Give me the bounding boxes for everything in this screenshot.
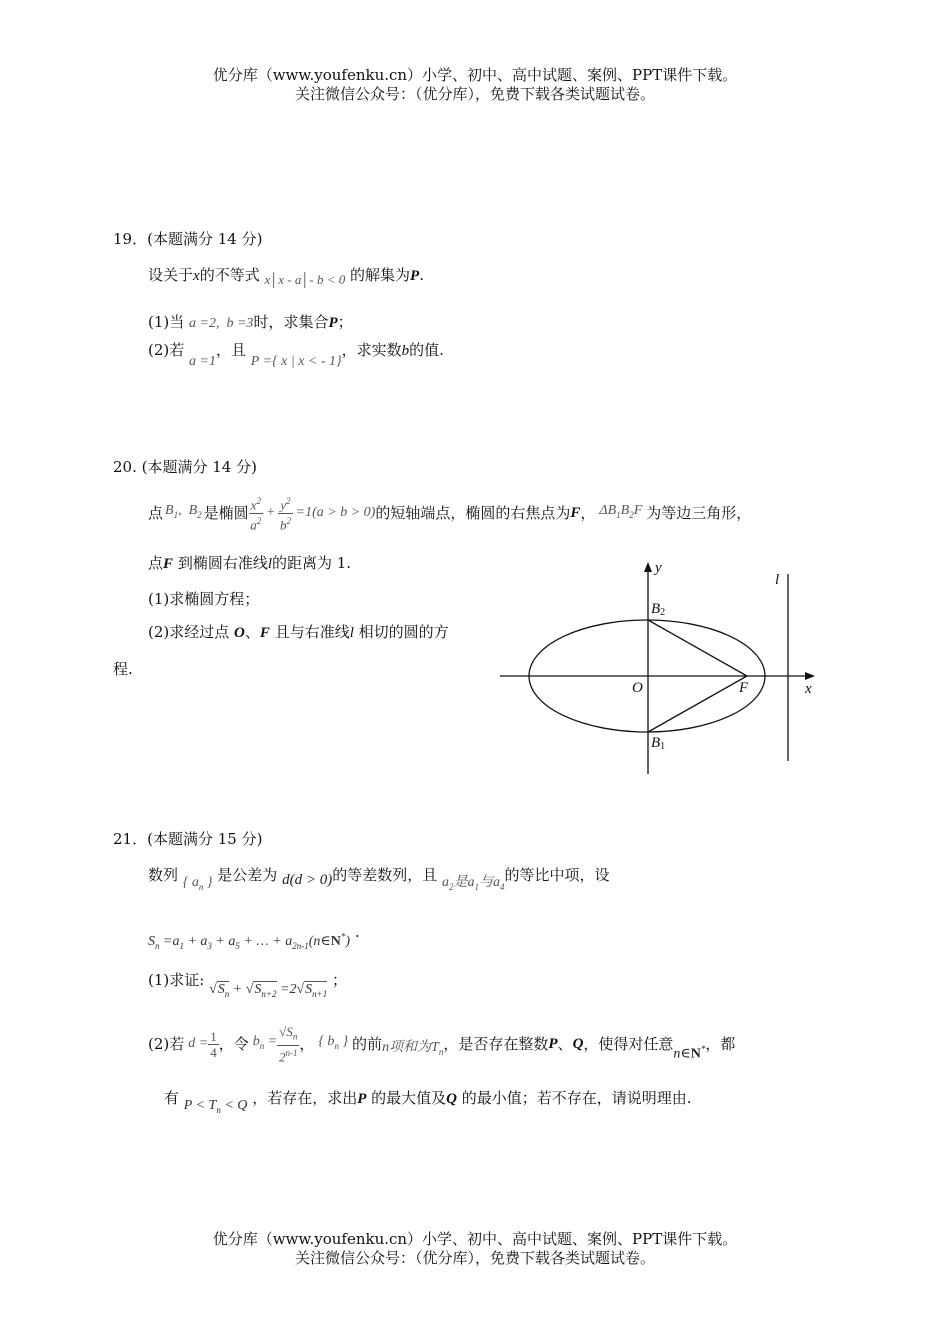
q20-part1: (1)求椭圆方程； — [148, 590, 260, 608]
q20-line1-text-b: 是椭圆 — [203, 504, 249, 522]
x-axis-label: x — [805, 681, 812, 697]
origin-label: O — [632, 680, 643, 696]
fraction-bn: $\frac{√S_n}{2^{n-1}}$ — [278, 1024, 298, 1064]
page-header-line1: 优分库（www.youfenku.cn）小学、初中、高中试题、案例、PPT课件下载。 — [212, 66, 738, 84]
page-header-line2: 关注微信公众号：（优分库），免费下载各类试题试卷。 — [294, 85, 655, 103]
q20-line1-text-e: 为等边三角形， — [646, 504, 752, 522]
q19-intro-text-c: 的解集为 — [350, 266, 411, 284]
b2-label: B2 — [651, 601, 666, 618]
q21-part2-text-f: ，使得对任意 — [583, 1035, 674, 1053]
q20-part2-cont: 程. — [113, 660, 133, 678]
q21-part1-text: (1)求证: — [148, 971, 205, 989]
page-footer-line1: 优分库（www.youfenku.cn）小学、初中、高中试题、案例、PPT课件下载。 — [212, 1230, 738, 1248]
q20-line2-text-c: 的距离为 1. — [272, 554, 352, 572]
q19-part1-text-b: 时，求集合 — [253, 313, 329, 331]
q20-line2-text-a: 点 — [148, 554, 164, 572]
q20-line1: 点 $B_1$, $B_2$ 是椭圆 $\frac{x^2}{a^2}$ + $\frac{y^2}{b^2}$ =1(a > b > 0) 的短轴端点，椭圆的右焦点为 F ， $\Delta B_1B_2F$ 为等边三角形， — [148, 496, 752, 532]
q21-title: 21．(本题满分 15 分) — [113, 830, 263, 848]
q19-part1: (1)当 a =2, b =3时，求集合P； — [148, 313, 353, 331]
focus-label: F — [739, 680, 749, 696]
q20-part2-text-a: (2)求经过点 — [148, 623, 230, 641]
q21-last-text-b: ，若存在，求出 — [252, 1089, 358, 1107]
q21-last-line: 有 $P < T_n < Q$ ，若存在，求出P 的最大值及Q 的最小值；若不存在，请说明理由. — [164, 1089, 692, 1115]
q21-line1-text-d: 的等比中项，设 — [504, 866, 610, 884]
q19-part2-text-b: ，且 — [215, 341, 246, 359]
q20-part2: (2)求经过点 O、F 且与右准线l 相切的圆的方 — [148, 623, 449, 641]
q20-part2-text-c: 相切的圆的方 — [358, 623, 449, 641]
q19-inequality: x│x - a│- b < 0 — [264, 272, 346, 287]
ellipse-x-term: $\frac{x^2}{a^2}$ — [250, 496, 262, 532]
q19-intro-text-a: 设关于 — [148, 266, 194, 284]
q21-last-text-a: 有 — [164, 1089, 180, 1107]
directrix-label: l — [775, 572, 780, 588]
x-axis-arrow-icon — [805, 672, 815, 680]
q19-part2: (2)若 a =1，且 P ={ x | x < - 1}，求实数b的值. — [148, 341, 444, 369]
q21-last-text-d: 的最小值；若不存在，请说明理由. — [461, 1089, 692, 1107]
q21-part2-text-g: ，都 — [705, 1035, 736, 1053]
q20-line1-text-c: 的短轴端点，椭圆的右焦点为 — [375, 504, 571, 522]
ellipse-diagram — [495, 556, 825, 776]
q21-part2-text-b: ，令 — [218, 1035, 249, 1053]
q21-last-text-c: 的最大值及 — [371, 1089, 447, 1107]
q21-part2-text-a: (2)若 — [148, 1035, 185, 1053]
y-axis-label: y — [655, 560, 662, 576]
q20-part2-text-b: 且与右准线 — [274, 623, 350, 641]
page-footer-line2: 关注微信公众号：（优分库），免费下载各类试题试卷。 — [294, 1249, 655, 1267]
q19-part2-text-c: ，求实数 — [341, 341, 402, 359]
q19-part2-text-d: 的值. — [409, 341, 444, 359]
q21-part2: (2)若 d = $\frac{1}{4}$ ，令 $b_n$ = $\frac{√S_n}{2^{n-1}}$ ， { $b_n$ } 的前 n项和为$T_n$ ，是否存在整数 P 、 Q ，使得对任意 n∈N* ，都 — [148, 1024, 736, 1064]
q19-title: 19．(本题满分 14 分) — [113, 230, 263, 248]
q21-part2-text-d: 的前 — [352, 1035, 383, 1053]
q20-title: 20. (本题满分 14 分) — [113, 458, 257, 476]
q21-line1-text-b: 是公差为 — [217, 866, 278, 884]
q21-line1-text-c: 的等差数列，且 — [332, 866, 438, 884]
q21-part2-text-e: ，是否存在整数 — [443, 1035, 549, 1053]
q19-intro: 设关于x的不等式 x│x - a│- b < 0 的解集为P. — [148, 266, 424, 287]
q20-line2-text-b: 到椭圆右准线 — [177, 554, 268, 572]
y-axis-arrow-icon — [644, 562, 652, 572]
q21-part1: (1)求证: $√S_n + √S_{n+2} =2√S_{n+1}$ ； — [148, 971, 347, 999]
q19-intro-text-b: 的不等式 — [199, 266, 260, 284]
q19-part2-text-a: (2)若 — [148, 341, 185, 359]
fraction-one-quarter: $\frac{1}{4}$ — [210, 1028, 217, 1060]
q21-part2-text-c: ， — [299, 1035, 315, 1053]
q19-part1-text-a: (1)当 — [148, 313, 185, 331]
q20-line1-text-a: 点 — [148, 504, 164, 522]
b1-label: B1 — [651, 735, 666, 752]
ellipse-y-term: $\frac{y^2}{b^2}$ — [280, 496, 292, 532]
q20-line2: 点F 到椭圆右准线l的距离为 1. — [148, 554, 352, 572]
q21-line1: 数列 { $a_n$ } 是公差为 d(d > 0)的等差数列，且 $a_2$是$a_1$与$a_4$的等比中项，设 — [148, 866, 610, 892]
q20-line1-text-d: ， — [580, 504, 596, 522]
q21-sum-definition: $S_n =a_1 + a_3 + a_5$ + … + $a_{2n-1}(n\in N^*)$ . — [148, 922, 360, 951]
q21-line1-text-a: 数列 — [148, 866, 179, 884]
